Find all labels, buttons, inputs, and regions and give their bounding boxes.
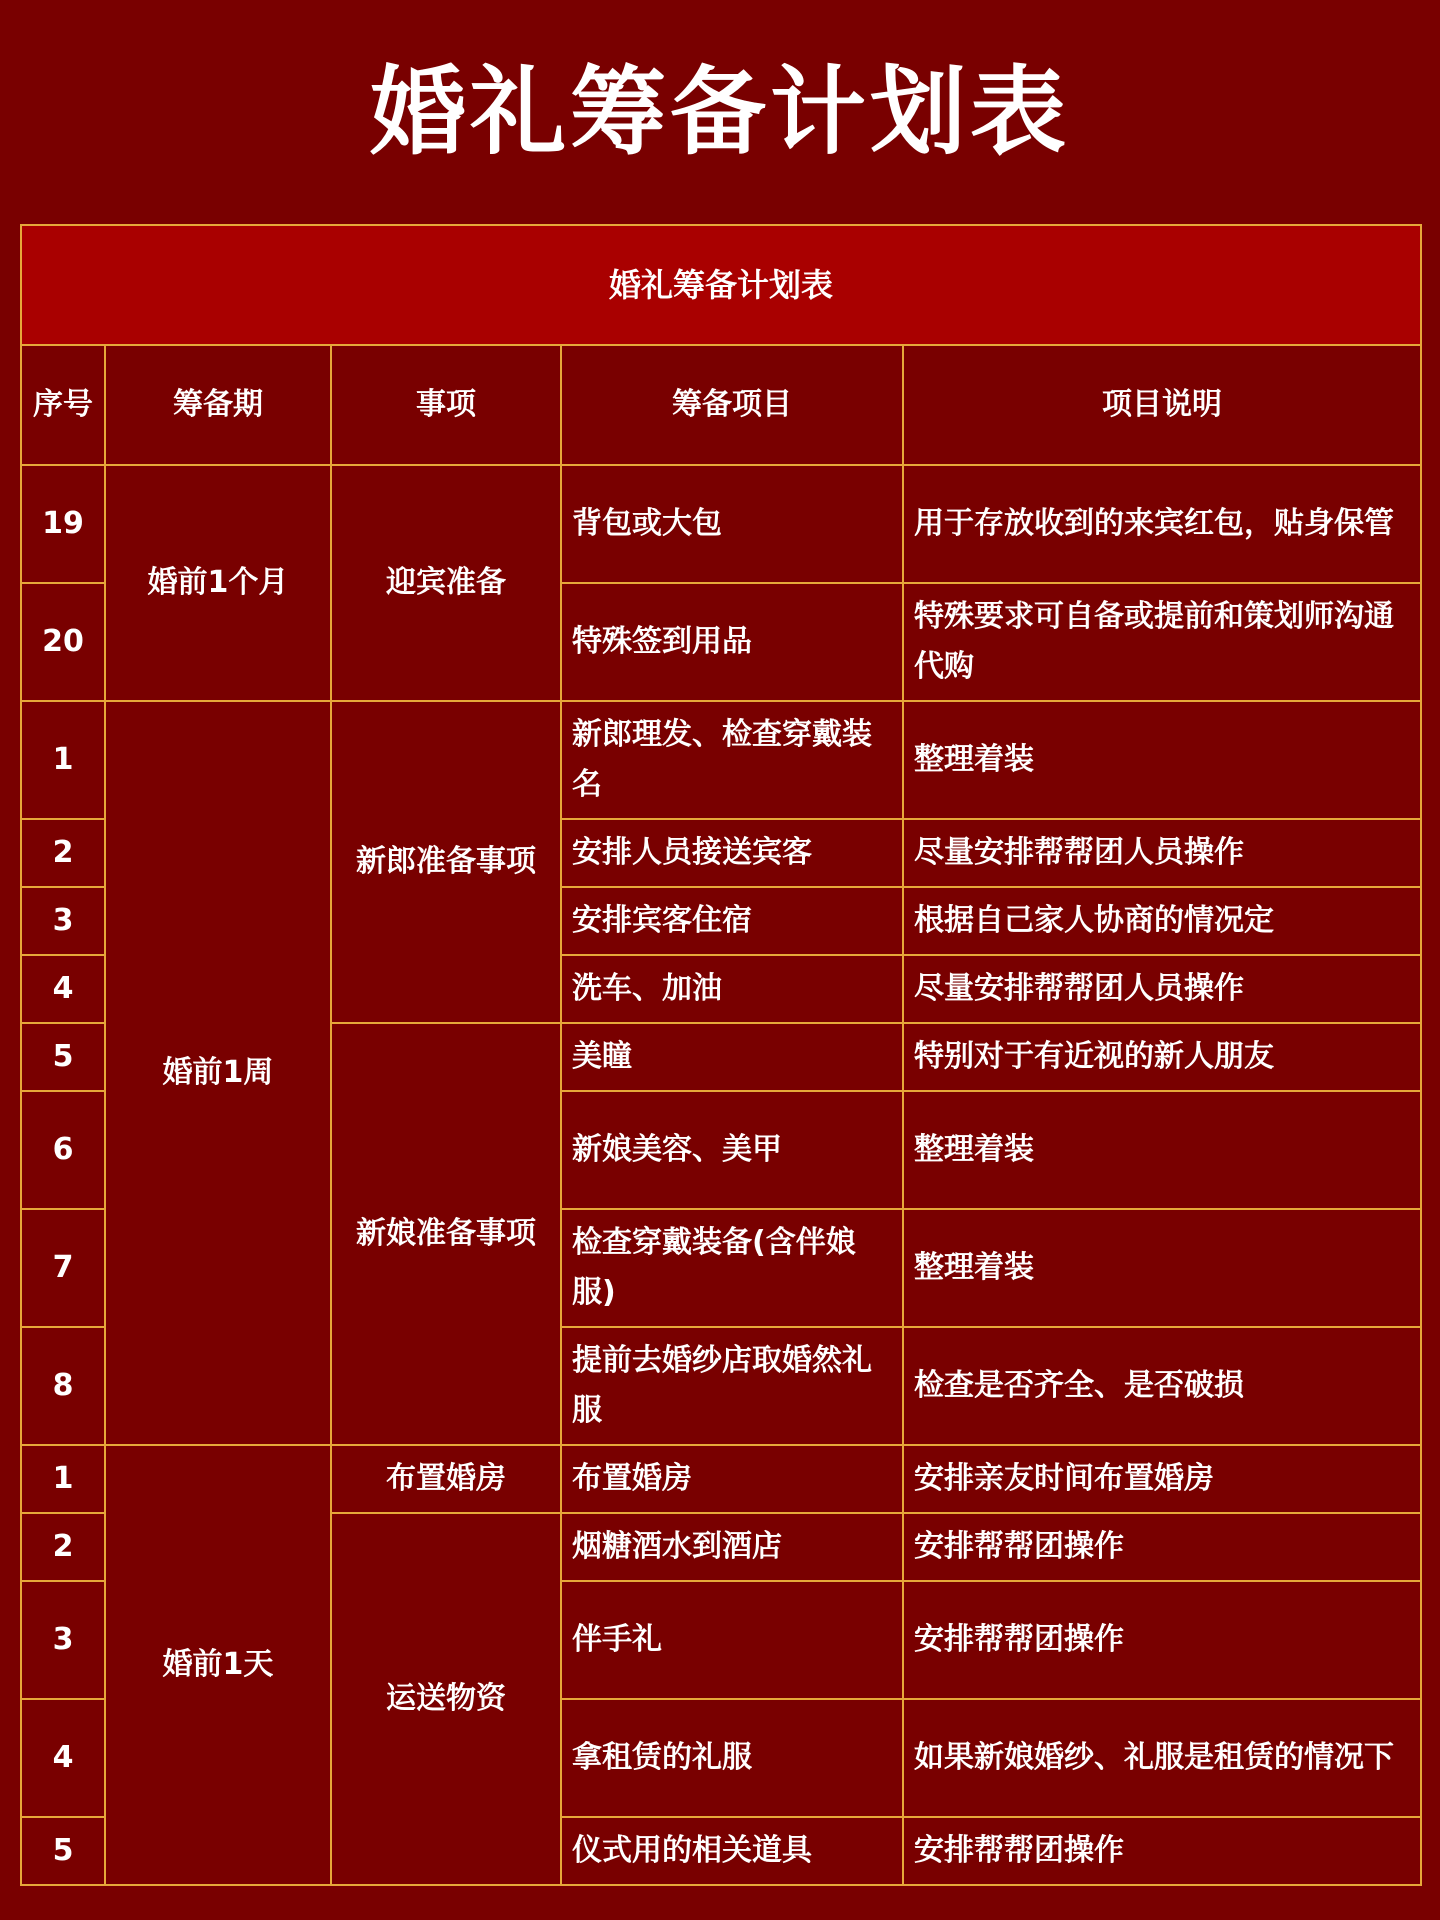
table-row bbox=[21, 701, 1421, 819]
description-cell: 安排帮帮团操作 bbox=[903, 1817, 1421, 1885]
header-period: 筹备期 bbox=[105, 345, 331, 465]
description-cell: 检查是否齐全、是否破损 bbox=[903, 1327, 1421, 1445]
row-number: 2 bbox=[21, 819, 105, 887]
header-description: 项目说明 bbox=[903, 345, 1421, 465]
row-number: 5 bbox=[21, 1023, 105, 1091]
row-number: 3 bbox=[21, 1581, 105, 1699]
row-number: 6 bbox=[21, 1091, 105, 1209]
matter-cell: 迎宾准备 bbox=[331, 465, 561, 701]
row-number: 4 bbox=[21, 1699, 105, 1817]
item-cell: 洗车、加油 bbox=[561, 955, 903, 1023]
row-number: 20 bbox=[21, 583, 105, 701]
row-number: 4 bbox=[21, 955, 105, 1023]
description-cell: 安排帮帮团操作 bbox=[903, 1581, 1421, 1699]
item-cell: 新郎理发、检查穿戴装名 bbox=[561, 701, 903, 819]
row-number: 2 bbox=[21, 1513, 105, 1581]
header-matter: 事项 bbox=[331, 345, 561, 465]
page-title: 婚礼筹备计划表 bbox=[370, 56, 1070, 168]
row-number: 1 bbox=[21, 1445, 105, 1513]
description-cell: 整理着装 bbox=[903, 1209, 1421, 1327]
header-row bbox=[21, 345, 1421, 465]
description-cell: 特别对于有近视的新人朋友 bbox=[903, 1023, 1421, 1091]
description-cell: 如果新娘婚纱、礼服是租赁的情况下 bbox=[903, 1699, 1421, 1817]
row-number: 1 bbox=[21, 701, 105, 819]
description-cell: 尽量安排帮帮团人员操作 bbox=[903, 819, 1421, 887]
row-number: 7 bbox=[21, 1209, 105, 1327]
row-number: 3 bbox=[21, 887, 105, 955]
description-cell: 安排亲友时间布置婚房 bbox=[903, 1445, 1421, 1513]
description-cell: 整理着装 bbox=[903, 1091, 1421, 1209]
item-cell: 背包或大包 bbox=[561, 465, 903, 583]
description-cell: 安排帮帮团操作 bbox=[903, 1513, 1421, 1581]
item-cell: 检查穿戴装备(含伴娘服) bbox=[561, 1209, 903, 1327]
wedding-plan-table bbox=[20, 224, 1422, 1886]
item-cell: 伴手礼 bbox=[561, 1581, 903, 1699]
period-cell: 婚前1天 bbox=[105, 1445, 331, 1885]
matter-cell: 新娘准备事项 bbox=[331, 1023, 561, 1445]
item-cell: 美瞳 bbox=[561, 1023, 903, 1091]
description-cell: 特殊要求可自备或提前和策划师沟通代购 bbox=[903, 583, 1421, 701]
item-cell: 安排宾客住宿 bbox=[561, 887, 903, 955]
header-item: 筹备项目 bbox=[561, 345, 903, 465]
period-cell: 婚前1周 bbox=[105, 701, 331, 1445]
table-row bbox=[21, 1445, 1421, 1513]
matter-cell: 运送物资 bbox=[331, 1513, 561, 1885]
item-cell: 仪式用的相关道具 bbox=[561, 1817, 903, 1885]
description-cell: 用于存放收到的来宾红包，贴身保管 bbox=[903, 465, 1421, 583]
period-cell: 婚前1个月 bbox=[105, 465, 331, 701]
item-cell: 烟糖酒水到酒店 bbox=[561, 1513, 903, 1581]
table-caption: 婚礼筹备计划表 bbox=[21, 225, 1421, 345]
row-number: 19 bbox=[21, 465, 105, 583]
item-cell: 新娘美容、美甲 bbox=[561, 1091, 903, 1209]
item-cell: 提前去婚纱店取婚然礼服 bbox=[561, 1327, 903, 1445]
description-cell: 根据自己家人协商的情况定 bbox=[903, 887, 1421, 955]
header-number: 序号 bbox=[21, 345, 105, 465]
matter-cell: 布置婚房 bbox=[331, 1445, 561, 1513]
matter-cell: 新郎准备事项 bbox=[331, 701, 561, 1023]
item-cell: 特殊签到用品 bbox=[561, 583, 903, 701]
row-number: 5 bbox=[21, 1817, 105, 1885]
description-cell: 整理着装 bbox=[903, 701, 1421, 819]
item-cell: 拿租赁的礼服 bbox=[561, 1699, 903, 1817]
item-cell: 布置婚房 bbox=[561, 1445, 903, 1513]
table-row bbox=[21, 465, 1421, 583]
description-cell: 尽量安排帮帮团人员操作 bbox=[903, 955, 1421, 1023]
item-cell: 安排人员接送宾客 bbox=[561, 819, 903, 887]
row-number: 8 bbox=[21, 1327, 105, 1445]
